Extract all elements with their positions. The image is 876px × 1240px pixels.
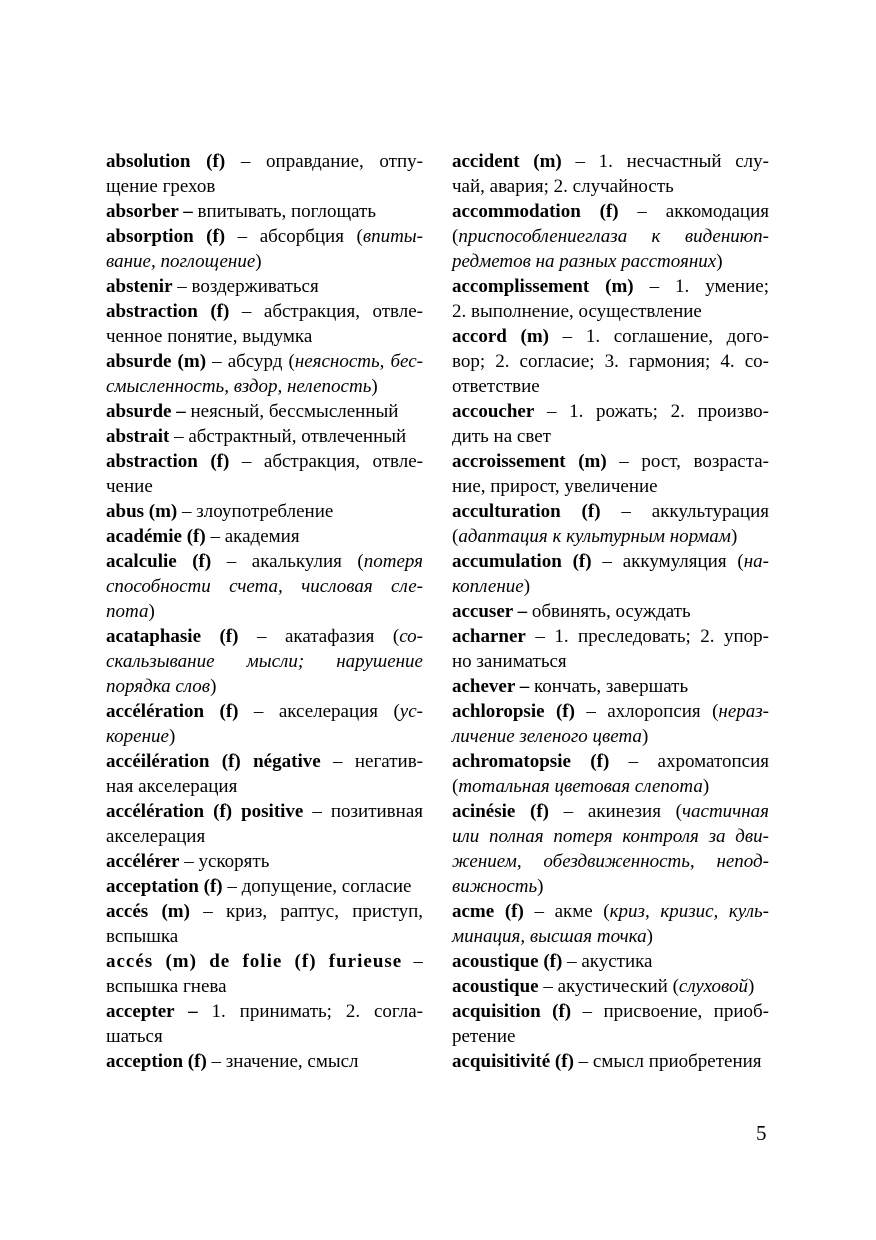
entry-text: )	[255, 251, 262, 272]
dictionary-line	[106, 549, 423, 574]
entry-text: – 1. умение;	[633, 276, 769, 297]
entry-text: неясный, бессмысленный	[185, 401, 399, 422]
headword: accélération (f) positive	[106, 801, 304, 822]
dictionary-line	[452, 449, 769, 474]
dictionary-line	[106, 524, 423, 549]
entry-text: – акатафазия (	[238, 626, 400, 647]
dictionary-line	[106, 849, 423, 874]
headword: acoustique (f)	[452, 951, 563, 972]
headword: acinésie (f)	[452, 801, 549, 822]
dictionary-line	[106, 749, 423, 774]
headword: acceptation (f)	[106, 876, 223, 897]
dictionary-line	[452, 524, 769, 549]
entry-text: – акалькулия (	[211, 551, 364, 572]
entry-text: )	[537, 876, 544, 897]
headword: accés (m) de folie (f) furieuse	[106, 951, 403, 972]
entry-text: но заниматься	[452, 651, 567, 672]
dictionary-line	[106, 1049, 423, 1074]
entry-text: )	[210, 676, 217, 697]
dictionary-line	[452, 874, 769, 899]
dictionary-line	[452, 724, 769, 749]
dictionary-line	[452, 974, 769, 999]
entry-text: акселерация	[106, 826, 206, 847]
dictionary-line	[106, 699, 423, 724]
entry-text: – воздерживаться	[172, 276, 319, 297]
entry-text: )	[168, 726, 176, 747]
dictionary-line	[106, 574, 423, 599]
entry-text: – акме (	[523, 901, 610, 922]
dictionary-line	[106, 674, 423, 699]
dictionary-line	[106, 399, 423, 424]
entry-text: кончать, завершать	[529, 676, 689, 697]
definition-note: корение	[106, 726, 169, 747]
definition-note: пота	[106, 601, 149, 622]
dictionary-line	[106, 149, 423, 174]
entry-text: )	[702, 776, 710, 797]
dictionary-line	[452, 199, 769, 224]
entry-text: )	[523, 576, 531, 597]
headword: accident (m)	[452, 151, 562, 172]
dictionary-line	[106, 824, 423, 849]
headword: abstraction (f)	[106, 301, 230, 322]
entry-text: )	[730, 526, 738, 547]
entry-text: (	[452, 776, 459, 797]
entry-text: вор; 2. согласие; 3. гармония; 4. со-	[452, 351, 769, 372]
entry-text: – смысл приобретения	[573, 1051, 762, 1072]
entry-text: впитывать, поглощать	[192, 201, 377, 222]
entry-text: –	[402, 951, 423, 972]
dictionary-line	[106, 1024, 423, 1049]
headword: accommodation (f)	[452, 201, 619, 222]
definition-note: слуховой	[678, 976, 749, 997]
dictionary-line	[106, 899, 423, 924]
headword: accomplissement (m)	[452, 276, 634, 297]
headword: abstraction (f)	[106, 451, 230, 472]
headword: acquisition (f)	[452, 1001, 572, 1022]
definition-note: вижность	[452, 876, 538, 897]
headword: absorption (f)	[106, 226, 226, 247]
entry-text: – академия	[205, 526, 300, 547]
dictionary-line	[452, 1024, 769, 1049]
entry-text: – значение, смысл	[206, 1051, 359, 1072]
headword: académie (f)	[106, 526, 206, 547]
headword: absurde –	[106, 401, 186, 422]
entry-text: – 1. преследовать; 2. упор-	[525, 626, 769, 647]
headword: acception (f)	[106, 1051, 207, 1072]
dictionary-line	[106, 274, 423, 299]
definition-note: ус-	[399, 701, 423, 722]
headword: achever –	[452, 676, 530, 697]
dictionary-line	[452, 599, 769, 624]
definition-note: или полная потеря контроля за дви-	[452, 826, 769, 847]
dictionary-line	[106, 249, 423, 274]
left-column	[106, 149, 423, 1074]
dictionary-line	[106, 874, 423, 899]
dictionary-line	[452, 249, 769, 274]
definition-note: способности счета, числовая сле-	[106, 576, 423, 597]
headword: acculturation (f)	[452, 501, 601, 522]
entry-text: )	[148, 601, 155, 622]
dictionary-line	[452, 824, 769, 849]
dictionary-line	[106, 199, 423, 224]
entry-text: ние, прирост, увеличение	[452, 476, 658, 497]
definition-note: потеря	[363, 551, 423, 572]
dictionary-line	[106, 499, 423, 524]
dictionary-line	[452, 924, 769, 949]
dictionary-line	[452, 749, 769, 774]
entry-text: (	[452, 526, 459, 547]
dictionary-line	[452, 374, 769, 399]
definition-note: со-	[399, 626, 423, 647]
definition-note: скальзывание мысли; нарушение	[106, 651, 423, 672]
definition-note: приспособлениеглаза к видениюп-	[458, 226, 769, 247]
definition-note: на-	[743, 551, 769, 572]
entry-text: дить на свет	[452, 426, 551, 447]
entry-text: – акселерация (	[238, 701, 400, 722]
dictionary-line	[106, 449, 423, 474]
entry-text: – абсурд (	[206, 351, 295, 372]
entry-text: ная акселерация	[106, 776, 238, 797]
entry-text: – аккультурация	[600, 501, 769, 522]
headword: accord (m)	[452, 326, 550, 347]
headword: acataphasie (f)	[106, 626, 239, 647]
definition-note: адаптация к культурным нормам	[458, 526, 731, 547]
dictionary-line	[452, 799, 769, 824]
entry-text: обвинять, осуждать	[527, 601, 691, 622]
dictionary-line	[452, 699, 769, 724]
dictionary-line	[452, 399, 769, 424]
entry-text: ченное понятие, выдумка	[106, 326, 313, 347]
entry-text: – ускорять	[179, 851, 270, 872]
dictionary-line	[106, 999, 423, 1024]
entry-text: (	[452, 226, 459, 247]
entry-text: )	[748, 976, 755, 997]
dictionary-line	[452, 649, 769, 674]
headword: abus (m)	[106, 501, 178, 522]
headword: accés (m)	[106, 901, 190, 922]
dictionary-line	[106, 974, 423, 999]
definition-note: порядка слов	[106, 676, 211, 697]
dictionary-line	[452, 849, 769, 874]
entry-text: – допущение, согласие	[222, 876, 412, 897]
dictionary-line	[452, 499, 769, 524]
dictionary-line	[106, 474, 423, 499]
dictionary-line	[452, 349, 769, 374]
entry-text: – 1. соглашение, дого-	[549, 326, 769, 347]
definition-note: редметов на разных расстояних	[452, 251, 717, 272]
dictionary-line	[106, 599, 423, 624]
dictionary-line	[452, 174, 769, 199]
entry-text: чение	[106, 476, 153, 497]
definition-note: вание, поглощение	[106, 251, 256, 272]
entry-text: )	[371, 376, 378, 397]
entry-text: чай, авария; 2. случайность	[452, 176, 674, 197]
dictionary-line	[106, 349, 423, 374]
entry-text: – рост, возраста-	[606, 451, 769, 472]
dictionary-line	[452, 949, 769, 974]
entry-text: шаться	[106, 1026, 163, 1047]
entry-text: – акустический (	[538, 976, 679, 997]
entry-text: )	[641, 726, 649, 747]
entry-text: )	[716, 251, 723, 272]
dictionary-line	[452, 1049, 769, 1074]
entry-text: – злоупотребление	[177, 501, 334, 522]
entry-text: – криз, раптус, приступ,	[189, 901, 423, 922]
dictionary-line	[452, 624, 769, 649]
dictionary-line	[106, 374, 423, 399]
entry-text: – присвоение, приоб-	[571, 1001, 769, 1022]
dictionary-line	[106, 224, 423, 249]
dictionary-line	[452, 674, 769, 699]
entry-text: – абстрактный, отвлеченный	[169, 426, 407, 447]
headword: absurde (m)	[106, 351, 207, 372]
entry-text: – 1. рожать; 2. произво-	[534, 401, 769, 422]
dictionary-line	[106, 649, 423, 674]
headword: achloropsie (f)	[452, 701, 575, 722]
headword: abstenir	[106, 276, 173, 297]
definition-note: жением, обездвиженность, непод-	[452, 851, 769, 872]
dictionary-line	[452, 574, 769, 599]
headword: accélérer	[106, 851, 180, 872]
headword: achromatopsie (f)	[452, 751, 610, 772]
definition-note: криз, кризис, куль-	[609, 901, 769, 922]
headword: acme (f)	[452, 901, 524, 922]
definition-note: нераз-	[718, 701, 769, 722]
dictionary-line	[106, 324, 423, 349]
entry-text: – акинезия (	[548, 801, 682, 822]
dictionary-line	[106, 924, 423, 949]
entry-text: – аккомодация	[618, 201, 769, 222]
dictionary-line	[106, 949, 423, 974]
headword: accepter –	[106, 1001, 198, 1022]
dictionary-line	[452, 224, 769, 249]
entry-text: – негатив-	[320, 751, 423, 772]
headword: abstrait	[106, 426, 170, 447]
dictionary-line	[452, 474, 769, 499]
dictionary-line	[452, 149, 769, 174]
headword: accuser –	[452, 601, 528, 622]
entry-text: – ахлоропсия (	[574, 701, 719, 722]
entry-text: )	[646, 926, 653, 947]
entry-text: 1. принимать; 2. согла-	[197, 1001, 423, 1022]
dictionary-line	[452, 774, 769, 799]
page-number: 5	[756, 1121, 767, 1145]
definition-note: неясность, бес-	[294, 351, 423, 372]
entry-text: – абстракция, отвле-	[229, 301, 423, 322]
entry-text: – акустика	[562, 951, 653, 972]
entry-text: 2. выполнение, осуществление	[452, 301, 702, 322]
definition-note: копление	[452, 576, 524, 597]
definition-note: впиты-	[362, 226, 423, 247]
dictionary-line	[106, 299, 423, 324]
headword: accroissement (m)	[452, 451, 607, 472]
entry-text: – оправдание, отпу-	[225, 151, 423, 172]
dictionary-line	[106, 799, 423, 824]
dictionary-line	[452, 549, 769, 574]
entry-text: щение грехов	[106, 176, 216, 197]
headword: absorber –	[106, 201, 193, 222]
definition-note: тотальная цветовая слепота	[458, 776, 703, 797]
entry-text: – позитивная	[303, 801, 423, 822]
definition-note: частичная	[681, 801, 769, 822]
dictionary-line	[452, 274, 769, 299]
headword: accumulation (f)	[452, 551, 592, 572]
definition-note: минация, высшая точка	[452, 926, 647, 947]
dictionary-line	[106, 424, 423, 449]
entry-text: – абстракция, отвле-	[229, 451, 423, 472]
dictionary-line	[106, 174, 423, 199]
dictionary-line	[452, 299, 769, 324]
dictionary-line	[106, 724, 423, 749]
dictionary-line	[452, 324, 769, 349]
headword: acalculie (f)	[106, 551, 212, 572]
dictionary-line	[106, 774, 423, 799]
dictionary-line	[452, 424, 769, 449]
definition-note: личение зеленого цвета	[452, 726, 642, 747]
definition-note: смысленность, вздор, нелепость	[106, 376, 372, 397]
headword: accéilération (f) négative	[106, 751, 321, 772]
headword: acharner	[452, 626, 526, 647]
headword: acquisitivité (f)	[452, 1051, 574, 1072]
entry-text: ответствие	[452, 376, 540, 397]
headword: absolution (f)	[106, 151, 226, 172]
entry-text: вспышка гнева	[106, 976, 227, 997]
dictionary-line	[452, 899, 769, 924]
right-column	[452, 149, 769, 1074]
dictionary-line	[106, 624, 423, 649]
dictionary-line	[452, 999, 769, 1024]
entry-text: – абсорбция (	[225, 226, 363, 247]
headword: accélération (f)	[106, 701, 239, 722]
entry-text: – ахроматопсия	[609, 751, 769, 772]
headword: accoucher	[452, 401, 535, 422]
entry-text: – 1. несчастный слу-	[561, 151, 769, 172]
entry-text: вспышка	[106, 926, 179, 947]
headword: acoustique	[452, 976, 539, 997]
entry-text: ретение	[452, 1026, 516, 1047]
entry-text: – аккумуляция (	[591, 551, 744, 572]
